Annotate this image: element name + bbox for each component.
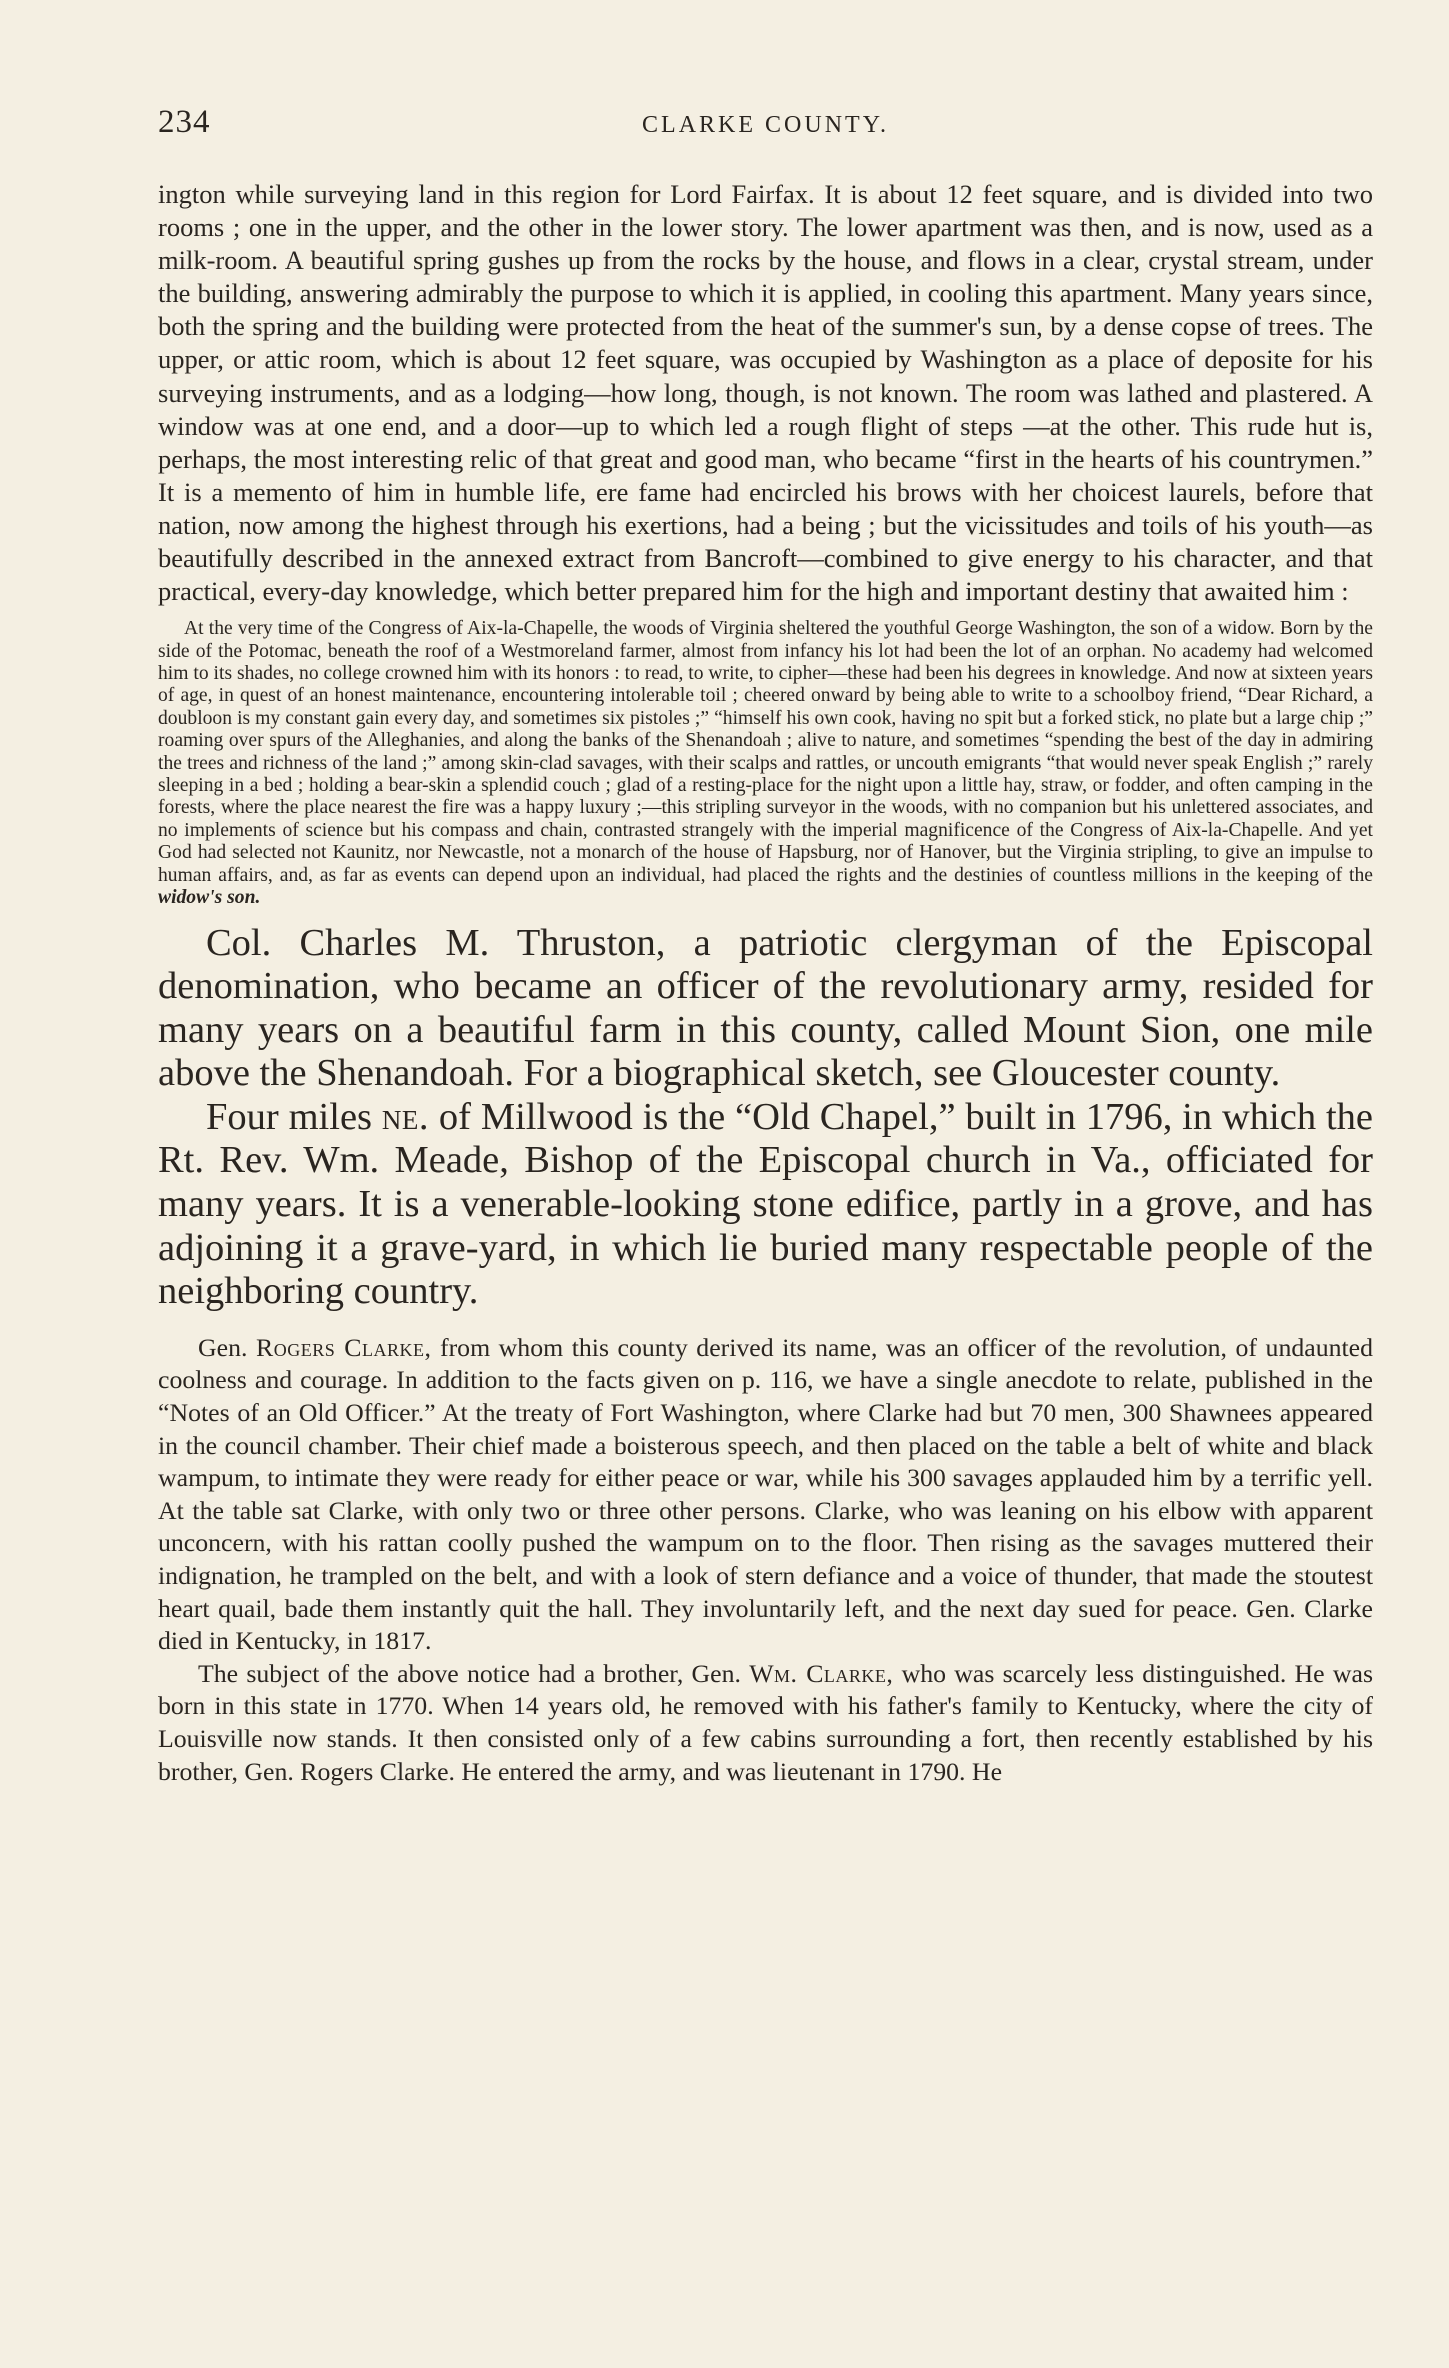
paragraph-washington-hut: ington while surveying land in this region for Lord Fairfax. It is about 12 feet square, and is divided into two rooms ; one in the upper, and the other in the lower story. The lower apartment was then, and is now, used as a milk-room. A beautiful spring gushes up from the rocks by the house, and flows in a clear, crystal stream, under the building, answering admirably the purpose to which it is applied, in cooling this apartment. Many years since, both the spring and the building were protected from the heat of the summer's sun, by a dense copse of trees. The upper, or attic room, which is about 12 feet square, was occupied by Washington as a place of deposite for his surveying instruments, and as a lodging—how long, though, is not known. The room was lathed and plastered. A window was at one end, and a door—up to which led a rough flight of steps —at the other. This rude hut is, perhaps, the most interesting relic of that great and good man, who became “first in the hearts of his countrymen.” It is a memento of him in humble life, ere fame had encircled his brows with her choicest laurels, before that nation, now among the highest through his exertions, had a being ; but the vicissitudes and toils of his youth—as beautifully described in the annexed extract from Bancroft—combined to give energy to his character, and that practical, every-day knowledge, which better prepared him for the high and important destiny that awaited him :: [158, 179, 1373, 607]
rogers-clarke-lead: Gen.: [198, 1332, 248, 1362]
rogers-clarke-text: from whom this county derived its name, was an officer of the revolution, of undaunted coolness and courage. In addition to the facts given on p. 116, we have a single anecdote to relate, published in the “Notes of an Old Officer.” At the treaty of Fort Washington, where Clarke had but 70 men, 300 Shawnees appeared in the council chamber. Their chief made a boisterous speech, and then placed on the table a belt of white and black wampum, to intimate they were ready for either peace or war, while his 300 savages applauded him by a terrific yell. At the table sat Clarke, with only two or three other persons. Clarke, who was leaning on his elbow with apparent unconcern, with his rattan coolly pushed the wampum on to the floor. Then rising as the savages muttered their indignation, he trampled on the belt, and with a look of stern defiance and a voice of thunder, that made the stoutest heart quail, bade them instantly quit the hall. They involuntarily left, and the next day sued for peace. Gen. Clarke died in Kentucky, in 1817.: [158, 1332, 1374, 1656]
paragraph-wm-clarke: [158, 1658, 1373, 1788]
paragraph-old-chapel: [158, 1096, 1373, 1314]
bancroft-extract-end: widow's son.: [158, 887, 261, 909]
running-title: CLARKE COUNTY.: [642, 112, 889, 138]
running-head: [158, 104, 1373, 148]
wm-clarke-name: Wm. Clarke,: [749, 1658, 894, 1688]
direction-ne: ne.: [381, 1095, 430, 1138]
bancroft-extract-text: At the very time of the Congress of Aix-la-Chapelle, the woods of Virginia sheltered the youthful George Washington, the son of a widow. Born by the side of the Potomac, beneath the roof of a Westmoreland farmer, almost from infancy his lot had been the lot of an orphan. No academy had welcomed him to its shades, no college crowned him with its honors : to read, to write, to cipher—these had been his degrees in knowledge. And now at sixteen years of age, in quest of an honest maintenance, encountering intolerable toil ; cheered onward by being able to write to a schoolboy friend, “Dear Richard, a doubloon is my constant gain every day, and sometimes six pistoles ;” “himself his own cook, having no spit but a forked stick, no plate but a large chip ;” roaming over spurs of the Alleghanies, and along the banks of the Shenandoah ; alive to nature, and sometimes “spending the best of the day in admiring the trees and richness of the land ;” among skin-clad savages, with their scalps and rattles, or uncouth emigrants “that would never speak English ;” rarely sleeping in a bed ; holding a bear-skin a splendid couch ; glad of a resting-place for the night upon a little hay, straw, or fodder, and often camping in the forests, where the place nearest the fire was a happy luxury ;—this stripling surveyor in the woods, with no companion but his unlettered associates, and no implements of science but his compass and chain, contrasted strangely with the imperial magnificence of the Congress of Aix-la-Chapelle. And yet God had selected not Kaunitz, nor Newcastle, not a monarch of the house of Hapsburg, nor of Hanover, but the Virginia stripling, to give an impulse to human affairs, and, as far as events can depend upon an individual, had placed the rights and the destinies of countless millions in the keeping of the: [158, 618, 1373, 886]
wm-clarke-lead: The subject of the above notice had a brother, Gen.: [198, 1658, 741, 1688]
rogers-clarke-name: Rogers Clarke,: [256, 1332, 432, 1362]
page-body: [158, 178, 1373, 1788]
old-chapel-lead: Four miles: [206, 1095, 373, 1138]
page-number: 234: [158, 104, 211, 140]
paragraph-thruston: Col. Charles M. Thruston, a patriotic clergyman of the Episcopal denomination, who became an officer of the revolutionary army, resided for many years on a beautiful farm in this county, called Mount Sion, one mile above the Shenandoah. For a biographical sketch, see Gloucester county.: [158, 921, 1373, 1095]
paragraph-rogers-clarke: [158, 1332, 1373, 1658]
old-chapel-text: of Millwood is the “Old Chapel,” built in 1796, in which the Rt. Rev. Wm. Meade, Bishop of the Episcopal church in Va., officiated for many years. It is a venerable-looking stone edifice, partly in a grove, and has adjoining it a grave-yard, in which lie buried many respectable people of the neighboring country.: [158, 1095, 1374, 1313]
wm-clarke-text: who was scarcely less distinguished. He was born in this state in 1770. When 14 years old, he removed with his father's family to Kentucky, where the city of Louisville now stands. It then consisted only of a few cabins surrounding a fort, then recently established by his brother, Gen. Rogers Clarke. He entered the army, and was lieutenant in 1790. He: [158, 1658, 1373, 1786]
bancroft-extract: [158, 618, 1373, 909]
